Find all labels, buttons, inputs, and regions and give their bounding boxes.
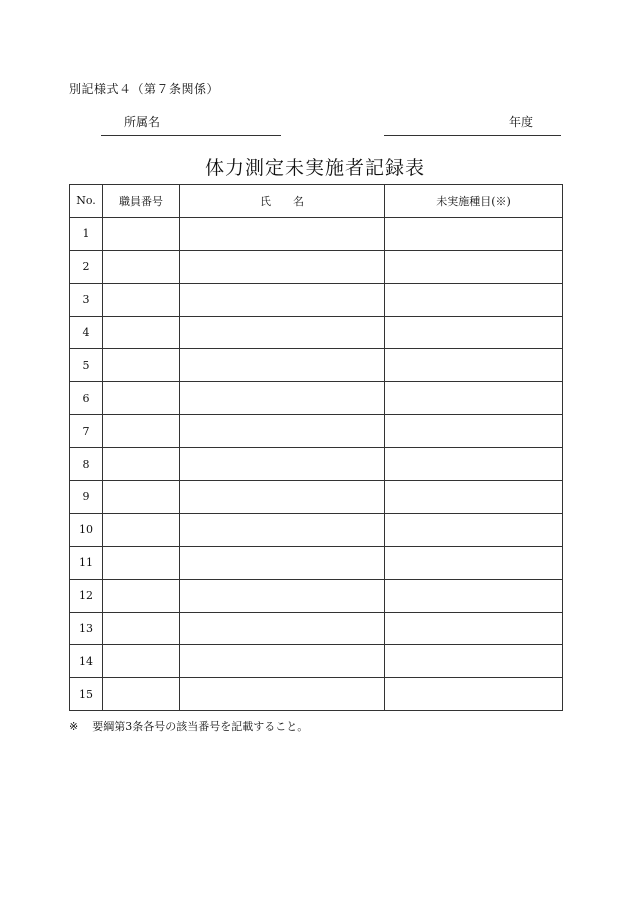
name-cell[interactable] — [180, 546, 385, 579]
name-cell[interactable] — [180, 678, 385, 711]
table-row — [70, 513, 563, 546]
employee-number-cell[interactable] — [103, 645, 180, 678]
unperformed-items-cell[interactable] — [385, 678, 563, 711]
table-row — [70, 546, 563, 579]
row-number: 12 — [70, 579, 103, 612]
table-row — [70, 448, 563, 481]
employee-number-cell[interactable] — [103, 316, 180, 349]
employee-number-cell[interactable] — [103, 546, 180, 579]
row-number: 13 — [70, 612, 103, 645]
unperformed-items-cell[interactable] — [385, 481, 563, 514]
table-row — [70, 316, 563, 349]
row-number: 14 — [70, 645, 103, 678]
table-row — [70, 579, 563, 612]
table-row — [70, 217, 563, 250]
employee-number-cell[interactable] — [103, 382, 180, 415]
unperformed-items-cell[interactable] — [385, 217, 563, 250]
unperformed-items-cell[interactable] — [385, 415, 563, 448]
employee-number-cell[interactable] — [103, 513, 180, 546]
name-cell[interactable] — [180, 612, 385, 645]
table-row — [70, 283, 563, 316]
row-number: 9 — [70, 481, 103, 514]
row-number: 5 — [70, 349, 103, 382]
name-cell[interactable] — [180, 415, 385, 448]
header-number: No. — [70, 185, 103, 218]
employee-number-cell[interactable] — [103, 678, 180, 711]
employee-number-cell[interactable] — [103, 415, 180, 448]
unperformed-items-cell[interactable] — [385, 612, 563, 645]
table-row — [70, 349, 563, 382]
row-number: 10 — [70, 513, 103, 546]
name-cell[interactable] — [180, 217, 385, 250]
employee-number-cell[interactable] — [103, 612, 180, 645]
employee-number-cell[interactable] — [103, 579, 180, 612]
unperformed-items-cell[interactable] — [385, 250, 563, 283]
record-table — [69, 184, 563, 711]
row-number: 15 — [70, 678, 103, 711]
unperformed-items-cell[interactable] — [385, 349, 563, 382]
unperformed-items-cell[interactable] — [385, 513, 563, 546]
employee-number-cell[interactable] — [103, 349, 180, 382]
name-cell[interactable] — [180, 250, 385, 283]
unperformed-items-cell[interactable] — [385, 283, 563, 316]
header-name: 氏 名 — [180, 185, 385, 218]
unperformed-items-cell[interactable] — [385, 448, 563, 481]
table-row — [70, 382, 563, 415]
name-cell[interactable] — [180, 513, 385, 546]
unperformed-items-cell[interactable] — [385, 546, 563, 579]
employee-number-cell[interactable] — [103, 448, 180, 481]
row-number: 4 — [70, 316, 103, 349]
unperformed-items-cell[interactable] — [385, 382, 563, 415]
form-identifier: 別記様式４（第７条関係） — [69, 82, 220, 96]
row-number: 8 — [70, 448, 103, 481]
document-title: 体力測定未実施者記録表 — [204, 157, 425, 179]
name-cell[interactable] — [180, 481, 385, 514]
row-number: 7 — [70, 415, 103, 448]
header-employee-number: 職員番号 — [103, 185, 180, 218]
footnote-text: 要綱第3条各号の該当番号を記載すること。 — [92, 720, 309, 733]
table-row — [70, 481, 563, 514]
table-row — [70, 612, 563, 645]
footnote — [69, 718, 308, 734]
unperformed-items-cell[interactable] — [385, 645, 563, 678]
footnote-mark: ※ — [69, 720, 79, 733]
row-number: 6 — [70, 382, 103, 415]
name-cell[interactable] — [180, 382, 385, 415]
table-row — [70, 678, 563, 711]
table-row — [70, 645, 563, 678]
table-row — [70, 250, 563, 283]
name-cell[interactable] — [180, 349, 385, 382]
unperformed-items-cell[interactable] — [385, 579, 563, 612]
name-cell[interactable] — [180, 316, 385, 349]
employee-number-cell[interactable] — [103, 217, 180, 250]
row-number: 1 — [70, 217, 103, 250]
row-number: 3 — [70, 283, 103, 316]
table-row — [70, 415, 563, 448]
fiscal-year-field-line[interactable] — [384, 135, 561, 136]
employee-number-cell[interactable] — [103, 481, 180, 514]
name-cell[interactable] — [180, 448, 385, 481]
employee-number-cell[interactable] — [103, 250, 180, 283]
row-number: 2 — [70, 250, 103, 283]
affiliation-label: 所属名 — [124, 115, 161, 129]
header-unperformed-items: 未実施種目(※) — [385, 185, 563, 218]
fiscal-year-label: 年度 — [509, 115, 534, 129]
employee-number-cell[interactable] — [103, 283, 180, 316]
unperformed-items-cell[interactable] — [385, 316, 563, 349]
name-cell[interactable] — [180, 283, 385, 316]
name-cell[interactable] — [180, 579, 385, 612]
table-header-row — [70, 185, 563, 218]
affiliation-field-line[interactable] — [101, 135, 281, 136]
row-number: 11 — [70, 546, 103, 579]
name-cell[interactable] — [180, 645, 385, 678]
